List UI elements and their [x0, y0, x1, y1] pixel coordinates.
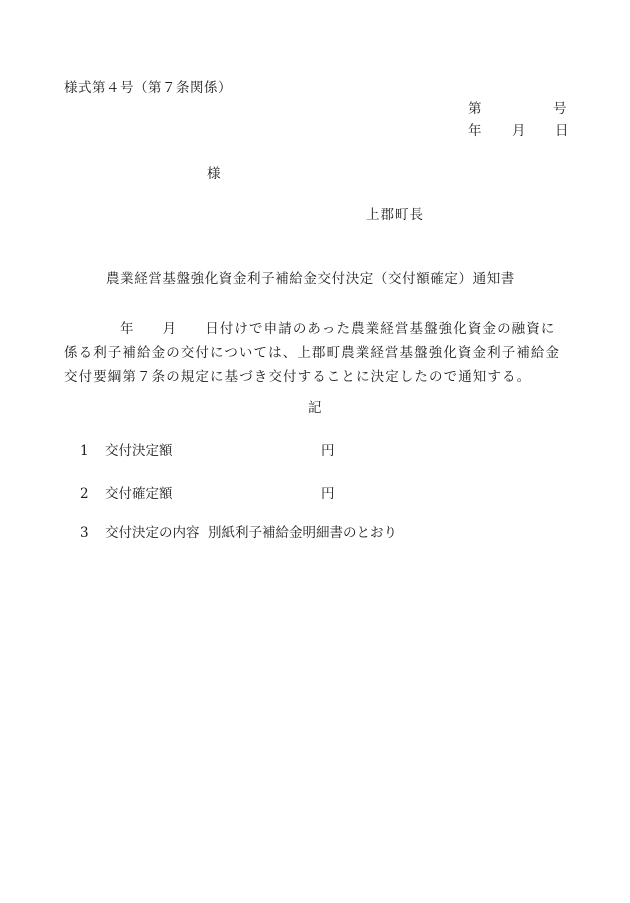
- date-year: 年: [468, 123, 482, 139]
- item-number: 2: [80, 486, 89, 502]
- form-number: 様式第４号（第７条関係）: [64, 80, 232, 96]
- doc-number-prefix: 第: [468, 101, 482, 117]
- addressee: 様: [207, 166, 221, 182]
- item-label: 交付決定の内容: [105, 525, 200, 541]
- body-year: 年: [120, 321, 135, 337]
- item-unit: 円: [321, 486, 335, 502]
- item-number: 3: [80, 525, 89, 541]
- doc-number-suffix: 号: [553, 101, 567, 117]
- item-unit: 円: [321, 443, 335, 459]
- item-number: 1: [80, 443, 89, 459]
- item-label: 交付確定額: [105, 486, 173, 502]
- date-month: 月: [512, 123, 526, 139]
- date-day: 日: [555, 123, 569, 139]
- body-text: 日付けで申請のあった農業経営基盤強化資金の融資に係る利子補給金の交付については、上郡町農業経営基盤強化資金利子補給金交付要綱第７条の規定に基づき交付することに決定したので通知する。: [64, 321, 561, 385]
- item-label: 交付決定額: [105, 443, 173, 459]
- issuer: 上郡町長: [366, 207, 424, 223]
- document-title: 農業経営基盤強化資金利子補給金交付決定（交付額確定）通知書: [106, 271, 515, 287]
- ki-heading: 記: [308, 400, 322, 416]
- body-month: 月: [162, 321, 178, 337]
- item-value: 別紙利子補給金明細書のとおり: [208, 525, 397, 541]
- body-paragraph: [64, 317, 567, 389]
